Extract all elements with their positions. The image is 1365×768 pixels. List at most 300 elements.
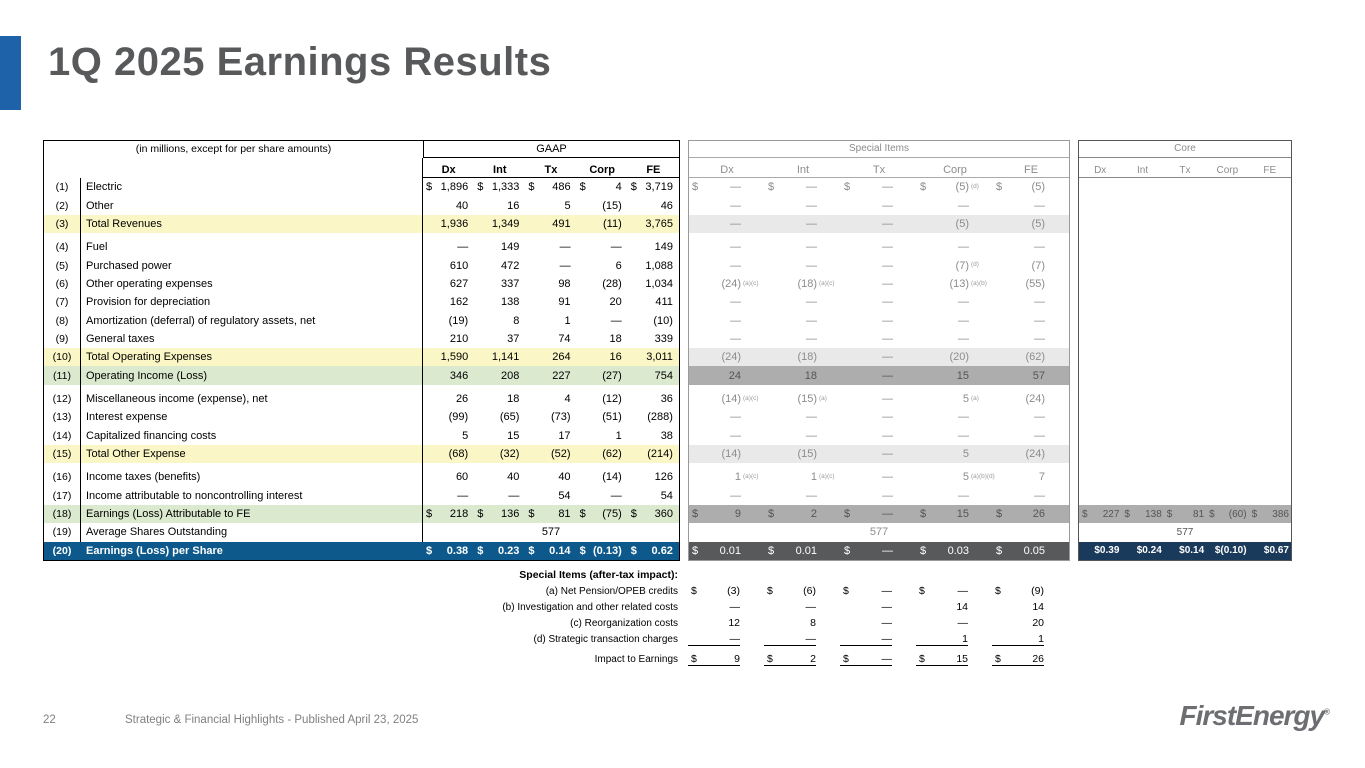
value-cell bbox=[577, 390, 628, 408]
value-wrap bbox=[689, 200, 741, 212]
table-row bbox=[44, 215, 679, 233]
value-wrap bbox=[841, 241, 893, 253]
number: 0.03 bbox=[947, 544, 969, 557]
value-cell bbox=[841, 487, 917, 505]
number: — bbox=[882, 429, 893, 442]
value-wrap bbox=[1206, 545, 1246, 556]
number: — bbox=[881, 652, 892, 665]
value-cell bbox=[423, 487, 474, 505]
value-cell bbox=[474, 238, 525, 256]
footnote-row bbox=[43, 651, 1070, 667]
number: — bbox=[730, 411, 741, 424]
value-cell bbox=[423, 408, 474, 426]
dollar-sign: $ bbox=[477, 544, 484, 557]
table-row bbox=[689, 408, 1069, 426]
dollar-sign: $ bbox=[528, 181, 535, 194]
value-cell bbox=[765, 426, 841, 444]
row-number: (17) bbox=[44, 487, 81, 505]
number: 1 bbox=[564, 314, 571, 327]
value-wrap bbox=[765, 545, 817, 557]
row-label: Other operating expenses bbox=[81, 275, 423, 293]
number: — bbox=[882, 447, 893, 460]
dollar-sign: $ bbox=[768, 508, 775, 521]
number: 1 bbox=[734, 471, 741, 484]
value-wrap bbox=[423, 181, 468, 193]
value-wrap bbox=[993, 278, 1045, 290]
value-cell bbox=[917, 542, 993, 560]
value-wrap bbox=[993, 260, 1045, 272]
number: 126 bbox=[654, 471, 673, 484]
value-cell bbox=[993, 408, 1069, 426]
value-wrap bbox=[423, 333, 468, 345]
footnote-label: (b) Investigation and other related costs bbox=[502, 601, 678, 613]
footer-caption: Strategic & Financial Highlights - Published April 23, 2025 bbox=[125, 714, 419, 726]
number: — bbox=[730, 296, 741, 309]
value-cell bbox=[423, 426, 474, 444]
number: $0.39 bbox=[1094, 545, 1120, 557]
column-header: FE bbox=[993, 164, 1069, 178]
value-wrap bbox=[474, 315, 519, 327]
row-number: (13) bbox=[44, 408, 81, 426]
value-wrap bbox=[765, 430, 817, 442]
number: 218 bbox=[449, 508, 469, 521]
value-cell bbox=[993, 426, 1069, 444]
value-cell bbox=[525, 293, 576, 311]
value-cell bbox=[916, 601, 992, 613]
value-wrap bbox=[992, 601, 1044, 613]
row-number: (9) bbox=[44, 330, 81, 348]
value-cell bbox=[993, 390, 1069, 408]
value-wrap bbox=[525, 278, 570, 290]
value-wrap bbox=[689, 411, 741, 423]
value-cell bbox=[840, 585, 916, 597]
value-cell bbox=[423, 256, 474, 274]
table-row bbox=[689, 238, 1069, 256]
value-cell bbox=[474, 390, 525, 408]
number: 1 bbox=[962, 632, 968, 645]
value-wrap bbox=[577, 508, 622, 520]
value-wrap bbox=[917, 296, 969, 308]
value-cell bbox=[689, 426, 765, 444]
number: 227 bbox=[1102, 508, 1120, 520]
value-wrap bbox=[474, 545, 519, 557]
shares-outstanding-value: 577 bbox=[541, 526, 561, 539]
table-row bbox=[44, 348, 679, 366]
number: — bbox=[806, 411, 817, 424]
footnote-marker: (a)(c) bbox=[819, 473, 835, 481]
value-wrap bbox=[689, 471, 741, 483]
value-wrap bbox=[765, 181, 817, 193]
value-cell bbox=[765, 275, 841, 293]
value-wrap bbox=[423, 430, 468, 442]
value-cell bbox=[474, 366, 525, 384]
value-cell bbox=[525, 445, 576, 463]
value-wrap bbox=[917, 315, 969, 327]
value-wrap bbox=[765, 200, 817, 212]
dollar-sign: $ bbox=[579, 508, 586, 521]
value-wrap bbox=[577, 411, 622, 423]
value-wrap bbox=[917, 370, 969, 382]
value-cell bbox=[525, 178, 576, 196]
value-wrap bbox=[993, 370, 1045, 382]
number: — bbox=[457, 489, 469, 502]
value-wrap bbox=[840, 601, 892, 613]
row-number: (1) bbox=[44, 178, 81, 196]
value-cell bbox=[689, 238, 765, 256]
value-cell bbox=[577, 366, 628, 384]
value-cell bbox=[628, 505, 679, 523]
number: 14 bbox=[1032, 601, 1044, 613]
row-label: Earnings (Loss) per Share bbox=[81, 542, 423, 560]
value-cell bbox=[525, 408, 576, 426]
number: 8 bbox=[513, 314, 520, 327]
value-cell bbox=[577, 311, 628, 329]
value-wrap bbox=[525, 490, 570, 502]
value-cell bbox=[689, 293, 765, 311]
dollar-sign: $ bbox=[844, 508, 851, 521]
value-wrap bbox=[689, 351, 741, 363]
value-cell bbox=[577, 238, 628, 256]
value-cell bbox=[917, 275, 993, 293]
number: — bbox=[958, 296, 969, 309]
value-wrap bbox=[765, 296, 817, 308]
row-number: (10) bbox=[44, 348, 81, 366]
table-row bbox=[1079, 408, 1291, 426]
table-row bbox=[1079, 505, 1291, 523]
number: 38 bbox=[660, 429, 673, 442]
dollar-sign: $ bbox=[477, 181, 484, 194]
logo-text: FirstEnergy bbox=[1179, 700, 1325, 731]
units-label: (in millions, except for per share amounts) bbox=[135, 143, 332, 155]
number: — bbox=[882, 508, 893, 521]
value-cell bbox=[917, 311, 993, 329]
value-wrap bbox=[628, 545, 673, 557]
dollar-sign: $ bbox=[691, 585, 697, 597]
number: — bbox=[457, 241, 469, 254]
number: 1 bbox=[1038, 632, 1044, 645]
footnote-values bbox=[688, 653, 1070, 666]
footnote-row bbox=[43, 599, 1070, 615]
value-cell bbox=[993, 215, 1069, 233]
value-cell bbox=[525, 366, 576, 384]
value-wrap bbox=[474, 471, 519, 483]
value-cell bbox=[1079, 542, 1121, 560]
value-cell bbox=[841, 408, 917, 426]
value-cell bbox=[474, 348, 525, 366]
number: (5) bbox=[955, 217, 969, 230]
value-wrap bbox=[525, 315, 570, 327]
value-wrap bbox=[765, 260, 817, 272]
value-wrap bbox=[628, 448, 673, 460]
value-cell bbox=[917, 238, 993, 256]
number: (10) bbox=[653, 314, 673, 327]
row-number: (8) bbox=[44, 311, 81, 329]
value-wrap bbox=[577, 241, 622, 253]
number: 74 bbox=[558, 332, 571, 345]
gaap-body bbox=[44, 178, 679, 560]
value-wrap bbox=[423, 200, 468, 212]
number: 81 bbox=[558, 508, 571, 521]
dollar-sign: $ bbox=[844, 181, 851, 194]
value-cell bbox=[423, 445, 474, 463]
number: 4 bbox=[615, 181, 622, 194]
number: — bbox=[958, 489, 969, 502]
number: — bbox=[806, 332, 817, 345]
table-row bbox=[44, 445, 679, 463]
value-wrap bbox=[689, 241, 741, 253]
dollar-sign: $ bbox=[1124, 508, 1130, 520]
value-wrap bbox=[992, 585, 1044, 597]
number: — bbox=[882, 259, 893, 272]
value-cell bbox=[423, 215, 474, 233]
value-wrap bbox=[525, 411, 570, 423]
footnote-values bbox=[688, 585, 1070, 597]
row-label: Miscellaneous income (expense), net bbox=[81, 390, 423, 408]
number: — bbox=[882, 181, 893, 194]
value-wrap bbox=[841, 351, 893, 363]
value-cell bbox=[577, 426, 628, 444]
value-wrap bbox=[525, 296, 570, 308]
number: (6) bbox=[803, 585, 816, 597]
value-wrap bbox=[423, 315, 468, 327]
number: — bbox=[958, 411, 969, 424]
value-wrap bbox=[917, 278, 969, 290]
value-cell bbox=[841, 178, 917, 196]
number: 20 bbox=[1032, 617, 1044, 629]
number: 491 bbox=[552, 217, 571, 230]
value-cell bbox=[688, 617, 764, 629]
number: — bbox=[1034, 332, 1045, 345]
number: 136 bbox=[501, 508, 520, 521]
value-wrap bbox=[423, 411, 468, 423]
value-wrap bbox=[689, 545, 741, 557]
value-cell bbox=[917, 487, 993, 505]
value-wrap bbox=[840, 633, 892, 646]
number: (12) bbox=[602, 392, 622, 405]
value-cell bbox=[992, 633, 1068, 646]
value-cell bbox=[993, 366, 1069, 384]
value-cell bbox=[474, 178, 525, 196]
value-cell bbox=[689, 542, 765, 560]
number: 37 bbox=[507, 332, 520, 345]
value-cell bbox=[917, 215, 993, 233]
value-cell bbox=[577, 348, 628, 366]
row-number: (11) bbox=[44, 366, 81, 384]
value-cell bbox=[628, 196, 679, 214]
number: (14) bbox=[721, 447, 741, 460]
gaap-header-row bbox=[44, 141, 679, 158]
value-wrap bbox=[841, 545, 893, 557]
value-wrap bbox=[1079, 509, 1119, 520]
number: 15 bbox=[956, 652, 968, 665]
value-cell bbox=[689, 330, 765, 348]
number: (15) bbox=[797, 392, 817, 405]
table-row bbox=[1079, 256, 1291, 274]
value-wrap bbox=[917, 508, 969, 520]
table-row bbox=[44, 256, 679, 274]
core-section bbox=[1078, 140, 1292, 561]
value-wrap bbox=[841, 471, 893, 483]
number: 54 bbox=[660, 489, 673, 502]
number: — bbox=[882, 471, 893, 484]
value-wrap bbox=[525, 448, 570, 460]
number: 1,349 bbox=[491, 217, 520, 230]
table-row bbox=[689, 215, 1069, 233]
value-wrap bbox=[993, 333, 1045, 345]
gaap-section bbox=[43, 140, 680, 561]
value-cell bbox=[689, 311, 765, 329]
value-cell bbox=[525, 196, 576, 214]
value-wrap bbox=[765, 241, 817, 253]
table-row bbox=[44, 196, 679, 214]
footnote-marker: (a)(b) bbox=[971, 279, 987, 287]
value-cell bbox=[525, 487, 576, 505]
value-cell bbox=[765, 196, 841, 214]
column-header: Dx bbox=[1079, 165, 1121, 178]
value-wrap bbox=[764, 653, 816, 666]
footnote-marker: (a) bbox=[819, 394, 827, 402]
special-items-section-title: Special Items bbox=[689, 141, 1069, 158]
number: (24) bbox=[1025, 447, 1045, 460]
value-cell bbox=[688, 653, 764, 666]
value-cell bbox=[917, 390, 993, 408]
dollar-sign: $ bbox=[996, 181, 1003, 194]
number: 40 bbox=[558, 471, 571, 484]
value-wrap bbox=[688, 617, 740, 629]
value-cell bbox=[765, 390, 841, 408]
row-label: Income taxes (benefits) bbox=[81, 468, 423, 486]
dollar-sign: $ bbox=[1082, 508, 1088, 520]
number: (24) bbox=[1025, 392, 1045, 405]
value-cell bbox=[628, 426, 679, 444]
value-wrap bbox=[689, 181, 741, 193]
dollar-sign: $ bbox=[579, 181, 586, 194]
value-wrap bbox=[577, 370, 622, 382]
value-cell bbox=[525, 215, 576, 233]
table-row bbox=[689, 468, 1069, 486]
value-cell bbox=[1249, 542, 1291, 560]
value-cell bbox=[577, 293, 628, 311]
value-wrap bbox=[525, 181, 570, 193]
value-wrap bbox=[689, 333, 741, 345]
value-cell bbox=[917, 426, 993, 444]
value-wrap bbox=[841, 278, 893, 290]
value-wrap bbox=[916, 601, 968, 613]
value-cell bbox=[628, 366, 679, 384]
number: — bbox=[882, 369, 893, 382]
table-row bbox=[1079, 293, 1291, 311]
value-wrap bbox=[765, 411, 817, 423]
value-wrap bbox=[764, 585, 816, 597]
value-cell bbox=[840, 601, 916, 613]
value-wrap bbox=[628, 241, 673, 253]
value-cell bbox=[840, 653, 916, 666]
table-row bbox=[44, 275, 679, 293]
value-cell bbox=[841, 238, 917, 256]
number: 81 bbox=[1193, 508, 1205, 520]
row-label: Total Revenues bbox=[81, 215, 423, 233]
value-wrap bbox=[916, 633, 968, 646]
number: — bbox=[958, 429, 969, 442]
number: — bbox=[882, 314, 893, 327]
value-cell bbox=[423, 238, 474, 256]
value-cell bbox=[525, 330, 576, 348]
dollar-sign: $ bbox=[1209, 508, 1215, 520]
value-cell bbox=[577, 196, 628, 214]
table-row bbox=[689, 487, 1069, 505]
value-wrap bbox=[474, 448, 519, 460]
dollar-sign: $ bbox=[691, 652, 697, 665]
column-header: Int bbox=[1121, 165, 1163, 178]
number: (7) bbox=[1031, 259, 1045, 272]
gaap-column-headers bbox=[44, 158, 679, 178]
table-row bbox=[1079, 178, 1291, 196]
value-cell bbox=[992, 601, 1068, 613]
dollar-sign: $ bbox=[996, 508, 1003, 521]
number: 5 bbox=[564, 199, 571, 212]
value-cell bbox=[525, 542, 576, 560]
value-wrap bbox=[841, 200, 893, 212]
row-label: General taxes bbox=[81, 330, 423, 348]
value-cell bbox=[993, 487, 1069, 505]
footnotes-title: Special Items (after-tax impact): bbox=[519, 569, 678, 581]
table-row bbox=[44, 468, 679, 486]
footnote-label: (c) Reorganization costs bbox=[570, 617, 678, 629]
value-cell bbox=[474, 445, 525, 463]
number: (65) bbox=[499, 411, 520, 424]
column-header: Tx bbox=[841, 164, 917, 178]
value-wrap bbox=[917, 260, 969, 272]
dollar-sign: $ bbox=[995, 652, 1001, 665]
value-cell bbox=[689, 487, 765, 505]
value-cell bbox=[688, 633, 764, 646]
value-cell bbox=[916, 653, 992, 666]
value-wrap bbox=[1121, 509, 1161, 520]
number: 9 bbox=[734, 652, 740, 665]
value-cell bbox=[993, 256, 1069, 274]
value-wrap bbox=[689, 278, 741, 290]
number: 26 bbox=[1032, 508, 1045, 521]
value-cell bbox=[474, 487, 525, 505]
value-cell bbox=[1164, 542, 1206, 560]
number: 337 bbox=[501, 277, 520, 290]
value-cell bbox=[1206, 542, 1248, 560]
number: — bbox=[730, 259, 741, 272]
value-wrap bbox=[917, 490, 969, 502]
value-wrap bbox=[474, 200, 519, 212]
column-header-spacer bbox=[44, 158, 423, 178]
row-number: (18) bbox=[44, 505, 81, 523]
value-cell bbox=[917, 330, 993, 348]
number: (7) bbox=[955, 259, 969, 272]
number: — bbox=[806, 296, 817, 309]
number: (19) bbox=[448, 314, 469, 327]
number: — bbox=[882, 392, 893, 405]
number: 360 bbox=[654, 508, 673, 521]
value-wrap bbox=[423, 471, 468, 483]
number: 40 bbox=[455, 199, 469, 212]
number: — bbox=[729, 632, 740, 645]
value-cell bbox=[474, 408, 525, 426]
number: 3,011 bbox=[646, 351, 673, 364]
value-cell bbox=[993, 348, 1069, 366]
title-accent-bar bbox=[0, 36, 21, 110]
table-row bbox=[1079, 348, 1291, 366]
value-cell bbox=[765, 178, 841, 196]
dollar-sign: $ bbox=[1166, 508, 1173, 520]
value-cell bbox=[474, 196, 525, 214]
number: 5 bbox=[962, 392, 969, 405]
